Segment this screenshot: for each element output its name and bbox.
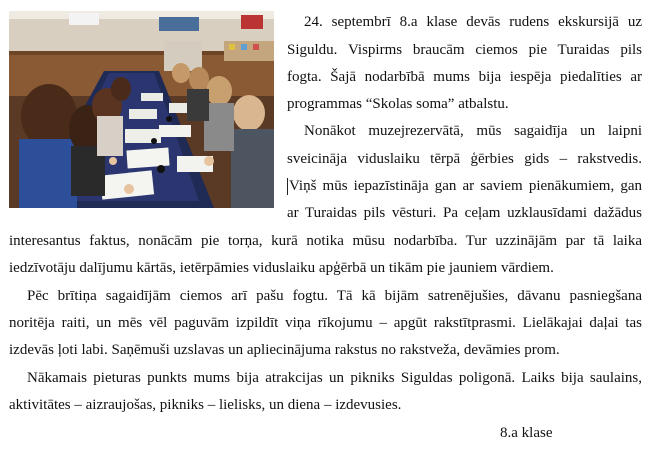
- paragraph-1-line-3: fogta. Šajā nodarbībā mums bija iespēja piedalīties ar: [287, 69, 642, 85]
- paragraph-3-line-1: Pēc brītiņa sagaidījām ciemos arī pašu fogtu. Tā kā bijām satrenējušies, dāvanu pasniegšana: [27, 288, 642, 304]
- classroom-photo: [9, 11, 274, 208]
- paragraph-2-line-1: Nonākot muzejrezervātā, mūs sagaidīja un laipni: [304, 123, 642, 139]
- paragraph-2-line-4: ar Turaidas pils vēsturi. Pa ceļam uzklausīdami dažādus: [287, 205, 642, 221]
- text-cursor: [287, 178, 288, 195]
- paragraph-2-line-3: Viņš mūs iepazīstināja gan ar saviem pienākumiem, gan: [289, 178, 642, 194]
- paragraph-3-line-3: izdevās ļoti labi. Saņēmuši uzslavas un apliecinājuma rakstus no rakstveža, devāmies prom.: [9, 342, 560, 358]
- paragraph-1-line-1: 24. septembrī 8.a klase devās rudens ekskursijā uz: [304, 14, 642, 30]
- paragraph-2-line-6: iedzīvotāju dalījumu kārtās, ietērpāmies viduslaiku apģērbā un tikām pie jauniem vārdiem.: [9, 260, 554, 276]
- paragraph-4-line-1: Nākamais pieturas punkts mums bija atrakcijas un pikniks Siguldas poligonā. Laiks bija saulains,: [27, 370, 642, 386]
- paragraph-1-line-2: Siguldu. Vispirms braucām ciemos pie Turaidas pils: [287, 42, 642, 58]
- paragraph-2-line-2: sveicināja viduslaiku tērpā ģērbies gids – rakstvedis.: [287, 151, 642, 167]
- paragraph-1-line-4: programmas “Skolas soma” atbalstu.: [287, 96, 509, 112]
- signature: 8.a klase: [500, 425, 553, 441]
- paragraph-3-line-2: noritēja raiti, un mēs vēl paguvām izpildīt viņa rīkojumu – apgūt rakstītprasmi. Lielākajai daļai tas: [9, 315, 642, 331]
- paragraph-2-line-5: interesantus faktus, nonācām pie torņa, kurā notika mūsu nodarbība. Tur uzzinājām par tā laika: [9, 233, 642, 249]
- paragraph-4-line-2: aktivitātes – aizraujošas, pikniks – lielisks, un diena – izdevusies.: [9, 397, 402, 413]
